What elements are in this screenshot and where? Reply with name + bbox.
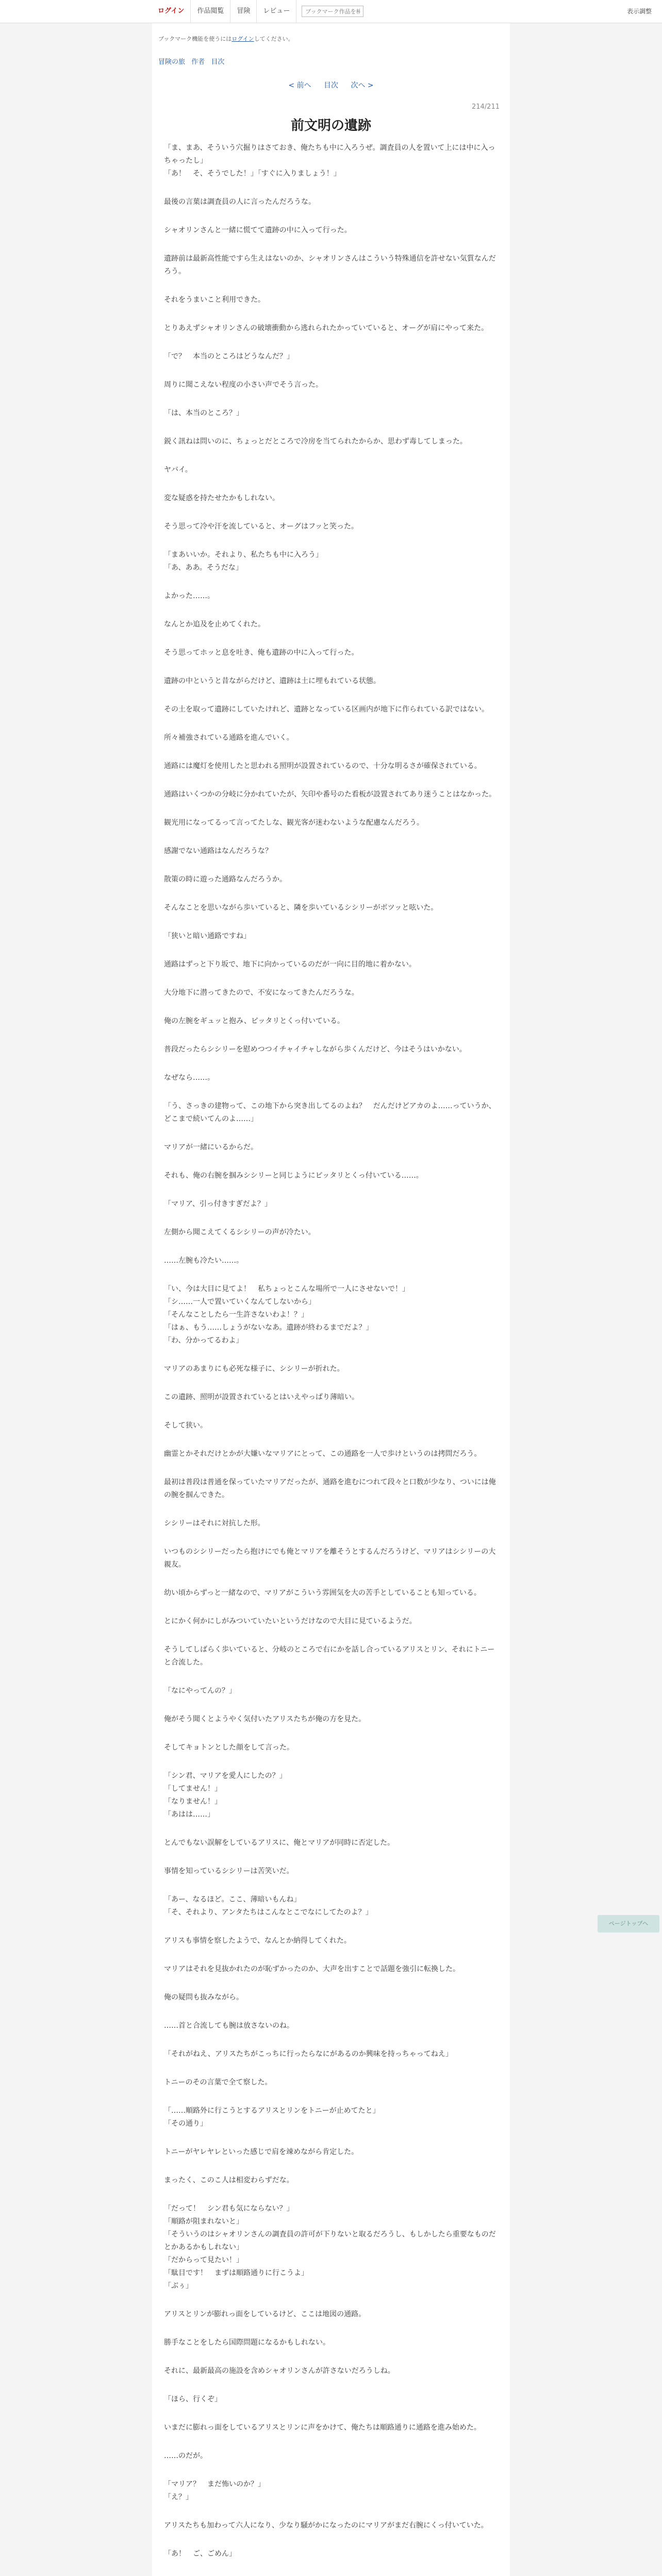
breadcrumb-author[interactable]: 作者 [191,58,205,66]
paragraph: なんとか追及を止めてくれた。 [164,620,265,629]
login-notice [158,35,294,43]
paragraph: 最初は普段は普通を保っていたマリアだったが、通路を進むにつれて段々と口数が少なり、ついには俺の腕を掴んできた。 [164,1478,496,1499]
paragraph: そう思って冷や汗を流していると、オーグはフッと笑った。 [164,522,359,531]
paragraph: 勝手なことをしたら国際問題になるかもしれない。 [164,2338,330,2347]
paragraph: マリアのあまりにも必死な様子に、シシリーが折れた。 [164,1365,344,1373]
paragraph: 周りに聞こえない程度の小さい声でそう言った。 [164,381,323,389]
browse-link[interactable]: 作品閲覧 [191,0,230,23]
paragraph: 幽霊とかそれだけとかが大嫌いなマリアにとって、この通路を一人で歩けというのは拷問だろう。 [164,1450,482,1458]
paragraph: 散策の時に遊った通路なんだろうか。 [164,875,287,884]
top-nav [152,0,363,23]
paragraph: 「マリア、引っ付きすぎだよ？」 [164,1200,272,1208]
breadcrumb-toc[interactable]: 目次 [211,58,225,66]
paragraph: マリアはそれを見抜かれたのが恥ずかったのか、大声を出すことで話題を強引に転換した。 [164,1965,460,1973]
next-episode-link[interactable]: 次へ > [351,81,374,90]
paragraph: いつものシシリーだったら抱けにでも俺とマリアを離そうとするんだろうけど、マリアはシシリーの大親友。 [164,1548,496,1569]
paragraph: ヤバイ。 [164,466,192,474]
paragraph: 通路には魔灯を使用したと思われる照明が設置されているので、十分な明るさが確保されている。 [164,762,482,770]
paragraph: 所々補強されている通路を進んでいく。 [164,734,294,742]
paragraph: 左側から聞こえてくるシシリーの声が冷たい。 [164,1228,316,1236]
paragraph: 事情を知っているシシリーは苦笑いだ。 [164,1867,294,1875]
adventure-link[interactable]: 冒険 [230,0,257,23]
paragraph: 通路はいくつかの分岐に分かれていたが、矢印や番号のた看板が設置されてあり迷うことはなかった。 [164,790,496,799]
paragraph: それに、最新最高の施設を含めシャオリンさんが許さないだろうしね。 [164,2367,395,2375]
paragraph: アリスたちも加わって六人になり、少なり騒がかになったのにマリアがまだ右腕にくっ付いていた。 [164,2521,488,2530]
paragraph: なぜなら……。 [164,1074,214,1082]
paragraph: 遺跡の中というと昔ながらだけど、遺跡は土に埋もれている状態。 [164,677,380,685]
paragraph: そして狭い。 [164,1421,207,1430]
paragraph: 「それがねえ、アリスたちがこっちに行ったらなにがあるのか興味を持っちゃってねえ」 [164,2050,453,2058]
page-top-button[interactable]: ページトップへ [598,1915,659,1933]
paragraph: シシリーはそれに対抗した形。 [164,1519,265,1528]
paragraph: 「……順路外に行こうとするアリスとリンをトニーが止めてたと」 「その通り」 [164,2107,380,2128]
paragraph: 俺の疑問も抜みながら。 [164,1993,243,2002]
paragraph: 「あ！ ご、ごめん」 [164,2550,236,2558]
paragraph: 感謝でない通路はなんだろうな？ [164,847,272,855]
paragraph: とんでもない誤解をしているアリスに、俺とマリアが同時に否定した。 [164,1839,395,1847]
login-link[interactable]: ログイン [152,0,191,23]
paragraph: そんなことを思いながら歩いていると、隣を歩いているシシリーがボツッと呟いた。 [164,904,438,912]
paragraph: 「シン君、マリアを愛人にしたの？」 「してません！」 「なりません！」 「あはは……」 [164,1772,287,1819]
paragraph: 「なにやってんの？」 [164,1687,236,1695]
paragraph: 幼い頃からずっと一緒なので、マリアがこういう雰囲気を大の苦手としていることも知っている。 [164,1589,481,1597]
notice-suffix: してください。 [254,36,294,42]
paragraph: マリアが一緒にいるからだ。 [164,1143,258,1151]
paragraph: 鋭く訊ねは問いのに、ちょっとだところで冷房を当てられたからか、思わず毒してしまった。 [164,437,467,446]
paragraph: 「で？ 本当のところはどうなんだ？」 [164,352,294,361]
review-link[interactable]: レビュー [257,0,296,23]
top-bar [0,0,662,23]
toc-link[interactable]: 目次 [324,81,338,90]
paragraph: 観光用になってるって言ってたしな、観光客が迷わないような配慮なんだろう。 [164,819,424,827]
paragraph: 「い、今は大目に見てよ！ 私ちょっとこんな場所で一人にさせないで！」 「シ……一人で置いていくなんてしないから」 「そんなことしたら一生許さないわよ！？」 「はぁ、もう……しょうがないなあ。遺跡が終わるまでだよ？」 「わ、分かってるわよ」 [164,1285,409,1345]
paragraph: 「ま、まあ、そういう穴掘りはさておき、俺たちも中に入ろうぜ。調査員の人を置いて上には中に入っちゃったし」 「あ！ そ、そうでした！」「すぐに入りましょう！」 [164,144,495,178]
paragraph: アリスとリンが膨れっ面をしているけど、ここは地図の通路。 [164,2310,366,2318]
paragraph: ……のだが。 [164,2452,207,2460]
paragraph: とにかく何かにしがみついていたいというだけなので大目に見ているようだ。 [164,1617,417,1625]
paragraph: そうしてしばらく歩いていると、分岐のところで右にかを話し合っているアリスとリン、それにトニーと合流した。 [164,1646,495,1667]
paragraph: 俺がそう聞くとようやく気付いたアリスたちが俺の方を見た。 [164,1715,366,1723]
paragraph: アリスも事情を察したようで、なんとか納得してくれた。 [164,1937,351,1945]
paragraph: それも、俺の右腕を掴みシシリーと同じようにピッタリとくっ付いている……。 [164,1172,423,1180]
paragraph: 最後の言葉は調査員の人に言ったんだろうな。 [164,198,316,206]
paragraph: 「あー、なるほど。ここ、薄暗いもんね」 「そ、それより、アンタたちはこんなとこでなにしてたのよ？」 [164,1895,373,1917]
paragraph: その土を取って遺跡にしていたけれど、遺跡となっている区画内が地下に作られている訳ではない。 [164,705,489,714]
bookmark-search-input[interactable] [302,6,363,17]
episode-nav [152,80,510,90]
paragraph: トニーのその言葉で全て察した。 [164,2078,272,2087]
display-settings-button[interactable]: 表示調整 [626,8,652,15]
paragraph: とりあえずシャオリンさんの破壊衝動から逃れられたかっていていると、オーグが肩にやって来た。 [164,324,489,332]
paragraph: 俺の左腕をギュッと抱み、ピッタリとくっ付いている。 [164,1017,344,1025]
paragraph: トニーがヤレヤレといった感じで肩を竦めながら肯定した。 [164,2148,359,2156]
paragraph: 普段だったらシシリーを慰めつつイチャイチャしながら歩くんだけど、今はそうはいかない。 [164,1045,467,1054]
paragraph: シャオリンさんと一緒に慌てて遺跡の中に入って行った。 [164,226,352,234]
paragraph: 「ほら、行くぞ」 [164,2395,222,2403]
paragraph: ……左腕も冷たい……。 [164,1257,243,1265]
notice-login-link[interactable]: ログイン [231,36,254,42]
breadcrumb [158,56,228,66]
paragraph: 通路はずっと下り坂で、地下に向かっているのだが一向に目的地に着かない。 [164,960,416,969]
paragraph: ……首と合流しても腕は放さないのね。 [164,2022,294,2030]
paragraph: 遺跡前は最新高性能ですら生えはないのか、シャオリンさんはこういう特殊通信を許せない気質なんだろう。 [164,255,496,276]
paragraph: まったく、このこ人は相変わらずだな。 [164,2176,294,2184]
paragraph: 「だって！ シン君も気にならない？」 「順路が阻まれないと」 「そういうのはシャオリンさんの調査員の許可が下りないと取るだろうし、もしかしたら重要なものだとかあるかもしれない」 「だからって見たい！」 「駄目です！ まずは順路通りに行こうよ」 「ぶぅ」 [164,2205,496,2290]
paragraph: 変な疑惑を持たせたかもしれない。 [164,494,279,502]
paragraph: そしてキョトンとした顔をして言った。 [164,1743,294,1752]
paragraph: 「う、さっきの建物って、この地下から突き出してるのよね？ だんだけどアカのよ……っていうか、どこまで続いてんのよ……」 [164,1102,496,1123]
notice-prefix: ブックマーク機能を使うには [158,36,232,42]
chapter-body [164,142,498,2576]
paragraph: いまだに膨れっ面をしているアリスとリンに声をかけて、俺たちは順路通りに通路を進み始めた。 [164,2424,481,2432]
paragraph: 「は、本当のところ？」 [164,409,243,417]
paragraph: それをうまいこと利用できた。 [164,296,265,304]
prev-episode-link[interactable]: < 前へ [288,81,311,90]
paragraph: 「まあいいか。それより、私たちも中に入ろう」 「あ、ああ。そうだな」 [164,551,323,572]
paragraph: 「マリア？ まだ怖いのか？」 「え？」 [164,2480,265,2501]
novel-page [152,23,510,2576]
paragraph: そう思ってホッと息を吐き、俺も遺跡の中に入って行った。 [164,649,359,657]
episode-number: 214/211 [471,103,500,111]
paragraph: よかった……。 [164,592,214,600]
paragraph: この遺跡、照明が設置されているとはいえやっぱり薄暗い。 [164,1393,359,1401]
breadcrumb-series[interactable]: 冒険の旅 [158,58,186,66]
paragraph: 「狭いと暗い通路ですね」 [164,932,251,940]
chapter-title: 前文明の遺跡 [290,118,371,133]
paragraph: 大分地下に潜ってきたので、不安になってきたんだろうな。 [164,989,359,997]
